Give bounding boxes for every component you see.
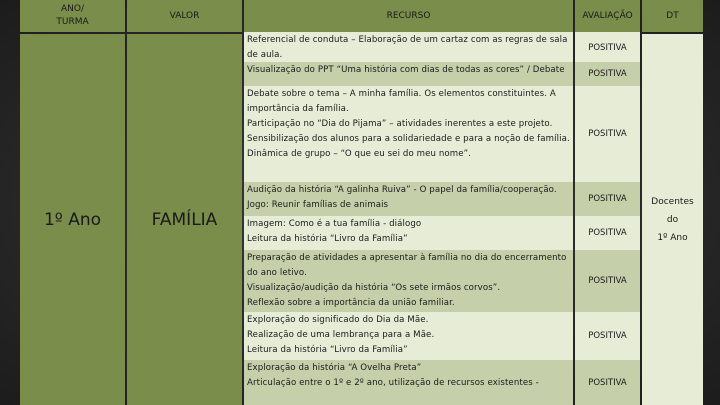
recurso-line: importância da família. xyxy=(247,104,349,114)
header-valor: VALOR xyxy=(127,0,242,32)
recurso-line: Dinâmica de grupo – “O que eu sei do meu nome”. xyxy=(247,149,472,159)
recurso-line: Articulação entre o 1º e 2º ano, utilização de recursos existentes - xyxy=(247,378,539,388)
recurso-line: Visualização/audição da história “Os sete irmãos corvos”. xyxy=(247,283,501,293)
turma-cell: 1º Ano xyxy=(20,34,125,405)
recurso-row-7 xyxy=(244,312,573,360)
header-dt: DT xyxy=(642,0,703,32)
recurso-row-2 xyxy=(244,62,573,86)
recurso-line: Participação no “Dia do Pijama” – atividades inerentes a este projeto. xyxy=(247,119,553,129)
dt-line-1: Docentes xyxy=(651,196,694,207)
avaliacao-row-5: POSITIVA xyxy=(575,216,640,250)
recurso-row-4 xyxy=(244,182,573,216)
header-avaliacao: AVALIAÇÃO xyxy=(575,0,640,32)
valor-cell: FAMÍLIA xyxy=(127,34,242,405)
recurso-row-1 xyxy=(244,32,573,62)
recurso-line: Exploração do significado do Dia da Mãe. xyxy=(247,315,429,325)
recurso-line: Leitura da história “Livro da Família” xyxy=(247,345,408,355)
recurso-line: Jogo: Reunir famílias de animais xyxy=(247,200,389,210)
recurso-line: do ano letivo. xyxy=(247,268,307,278)
recurso-line: Visualização do PPT “Uma história com dias de todas as cores” / Debate xyxy=(247,65,565,75)
avaliacao-row-6: POSITIVA xyxy=(575,250,640,312)
recurso-line: Preparação de atividades a apresentar à família no dia do encerramento xyxy=(247,253,567,263)
dt-line-3: 1º Ano xyxy=(657,232,688,243)
recurso-line: Exploração da história “A Ovelha Preta” xyxy=(247,363,422,373)
dt-cell xyxy=(642,34,703,405)
recurso-line: Leitura da história “Livro da Família” xyxy=(247,234,408,244)
avaliacao-row-8: POSITIVA xyxy=(575,360,640,405)
header-turma: ANO/ TURMA xyxy=(20,0,125,32)
dt-line-2: do xyxy=(666,214,679,225)
recurso-line: Imagem: Como é a tua família - diálogo xyxy=(247,219,422,229)
recurso-line: Reflexão sobre a importância da união familiar. xyxy=(247,298,455,308)
recurso-row-3 xyxy=(244,86,573,182)
avaliacao-row-7: POSITIVA xyxy=(575,312,640,360)
avaliacao-row-1: POSITIVA xyxy=(575,32,640,62)
avaliacao-row-3: POSITIVA xyxy=(575,86,640,182)
recurso-line: Debate sobre o tema – A minha família. Os elementos constituintes. A xyxy=(247,89,556,99)
recurso-row-6 xyxy=(244,250,573,312)
recurso-line: de aula. xyxy=(247,50,283,60)
recurso-line: Realização de uma lembrança para a Mãe. xyxy=(247,330,435,340)
avaliacao-row-4: POSITIVA xyxy=(575,182,640,216)
recurso-row-5 xyxy=(244,216,573,250)
recurso-line: Audição da história “A galinha Ruiva” - O papel da família/cooperação. xyxy=(247,185,557,195)
header-recurso: RECURSO xyxy=(244,0,573,32)
recurso-line: Referencial de conduta – Elaboração de um cartaz com as regras de sala xyxy=(247,35,568,45)
recurso-row-8 xyxy=(244,360,573,405)
avaliacao-row-2: POSITIVA xyxy=(575,62,640,86)
recurso-line: Sensibilização dos alunos para a solidariedade e para a noção de família. xyxy=(247,134,570,144)
